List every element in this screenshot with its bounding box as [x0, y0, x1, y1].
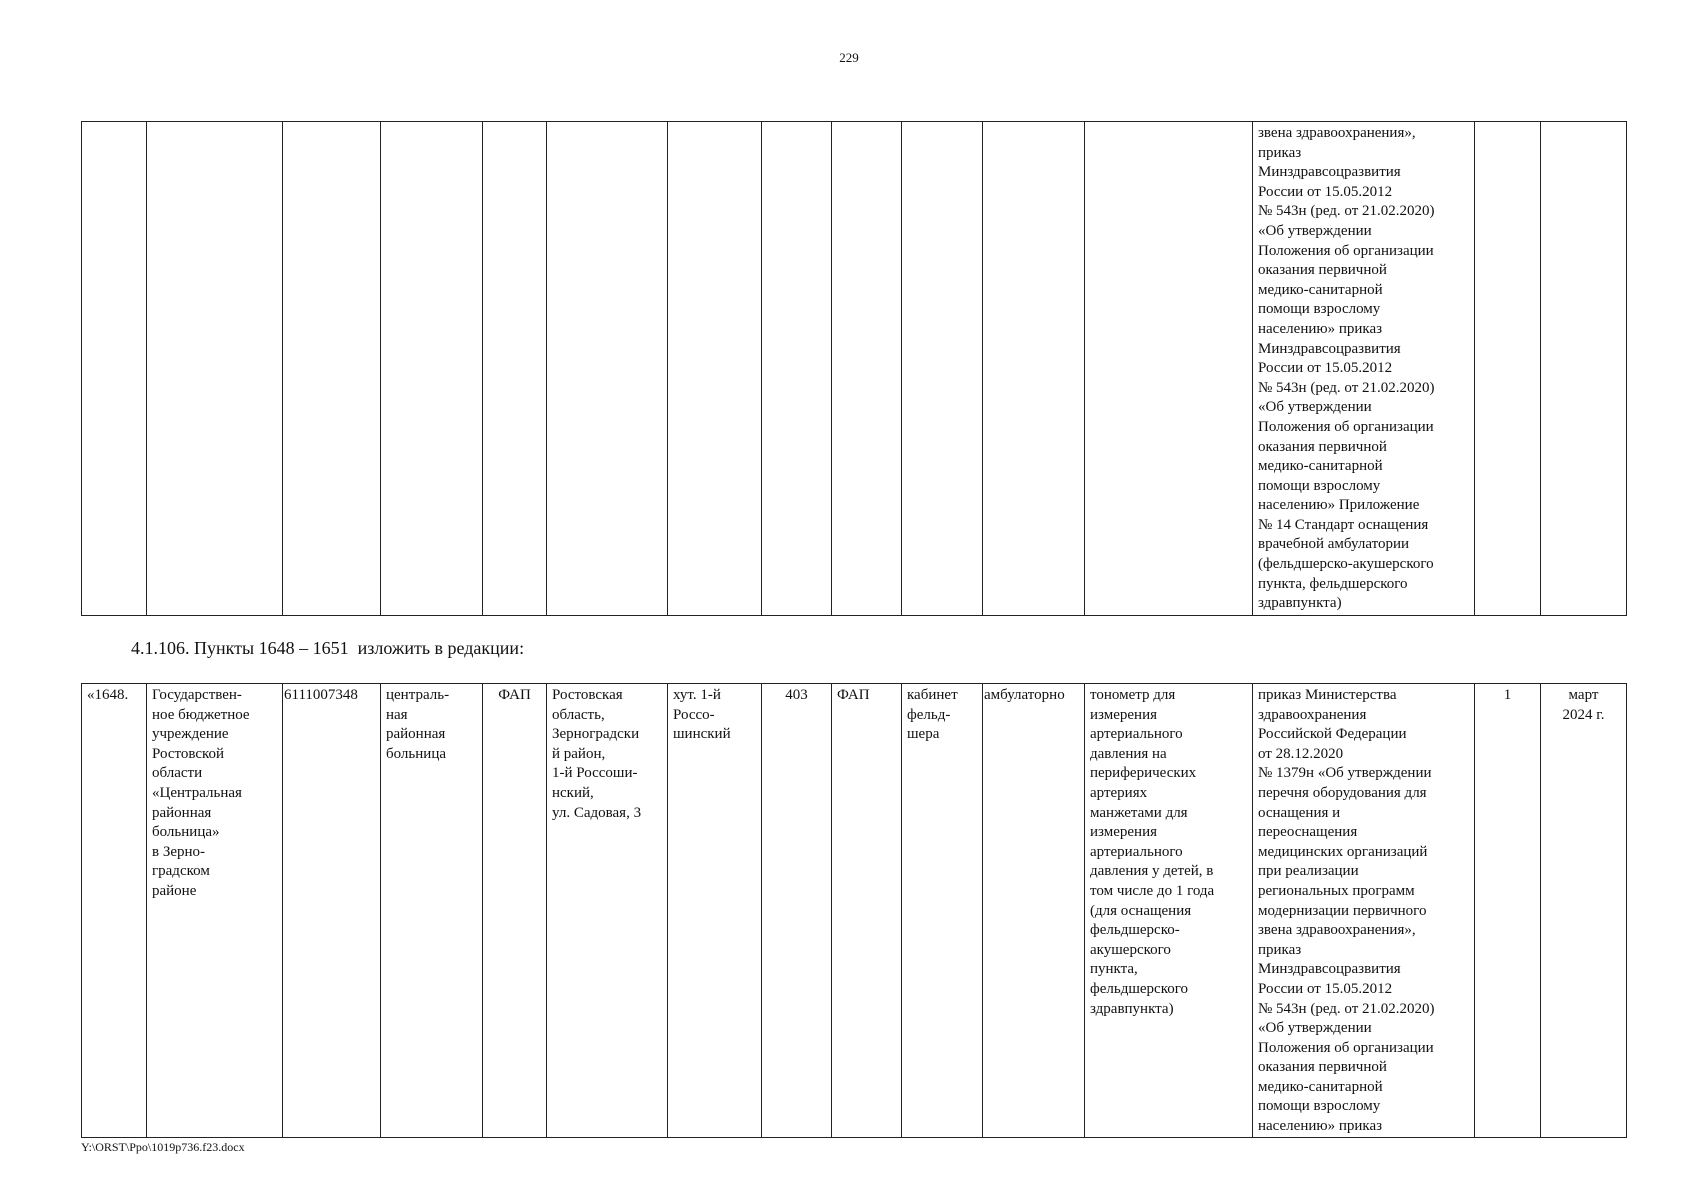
table-cell — [1541, 122, 1627, 616]
table-cell — [82, 122, 147, 616]
table-row — [82, 122, 1627, 616]
table-cell — [983, 122, 1085, 616]
unit-type-cell: ФАП — [483, 684, 547, 1138]
legal-basis-cell: приказ Министерства здравоохранения Российской Федерации от 28.12.2020 № 1379н «Об утверждении перечня оборудования для оснащения и переоснащения медицинских организаций при реализации региональных программ модернизации первичного звена здравоохранения», приказ Минздравсоцразвития России от 15.05.2012 № 543н (ред. от 21.02.2020) «Об утверждении Положения об организации оказания первичной медико-санитарной помощи взрослому населению» приказ — [1253, 684, 1475, 1138]
amendment-table — [81, 683, 1627, 1138]
date-cell: март 2024 г. — [1541, 684, 1627, 1138]
table-cell — [483, 122, 547, 616]
room-cell: кабинет фельд- шера — [902, 684, 983, 1138]
organization-cell: Государствен- ное бюджетное учреждение Ростовской области «Центральная районная больница» в Зерно- градском районе — [147, 684, 283, 1138]
legal-basis-cell: звена здравоохранения», приказ Минздравсоцразвития России от 15.05.2012 № 543н (ред. от 21.02.2020) «Об утверждении Положения об организации оказания первичной медико-санитарной помощи взрослому населению» приказ Минздравсоцразвития России от 15.05.2012 № 543н (ред. от 21.02.2020) «Об утверждении Положения об организации оказания первичной медико-санитарной помощи взрослому населению» Приложение № 14 Стандарт оснащения врачебной амбулатории (фельдшерско-акушерского пункта, фельдшерского здравпункта) — [1253, 122, 1475, 616]
table-cell — [668, 122, 762, 616]
table-cell — [283, 122, 381, 616]
care-type-cell: амбулаторно — [983, 684, 1085, 1138]
equipment-cell: тонометр для измерения артериального давления на периферических артериях манжетами для измерения артериального давления у детей, в том числе до 1 года (для оснащения фельдшерско- акушерского пункта, фельдшерского здравпункта) — [1085, 684, 1253, 1138]
unit-type-cell-2: ФАП — [832, 684, 902, 1138]
table-row — [82, 684, 1627, 1138]
inn-cell: 6111007348 — [283, 684, 381, 1138]
quantity-cell: 1 — [1475, 684, 1541, 1138]
table-cell — [902, 122, 983, 616]
org-type-cell: централь- ная районная больница — [381, 684, 483, 1138]
continued-table — [81, 121, 1627, 616]
table-cell — [147, 122, 283, 616]
population-cell: 403 — [762, 684, 832, 1138]
table-cell — [1085, 122, 1253, 616]
table-cell — [762, 122, 832, 616]
table-cell — [1475, 122, 1541, 616]
amendment-paragraph: 4.1.106. Пункты 1648 – 1651 изложить в редакции: — [131, 638, 525, 658]
table-cell — [381, 122, 483, 616]
address-cell: Ростовская область, Зерноградски й район, 1-й Россоши- нский, ул. Садовая, 3 — [547, 684, 668, 1138]
table-cell — [547, 122, 668, 616]
table-cell — [832, 122, 902, 616]
page-number: 229 — [839, 50, 859, 65]
item-number-cell: «1648. — [82, 684, 147, 1138]
file-path-footer: Y:\ORST\Ppo\1019p736.f23.docx — [81, 1140, 245, 1154]
settlement-cell: хут. 1-й Россо- шинский — [668, 684, 762, 1138]
